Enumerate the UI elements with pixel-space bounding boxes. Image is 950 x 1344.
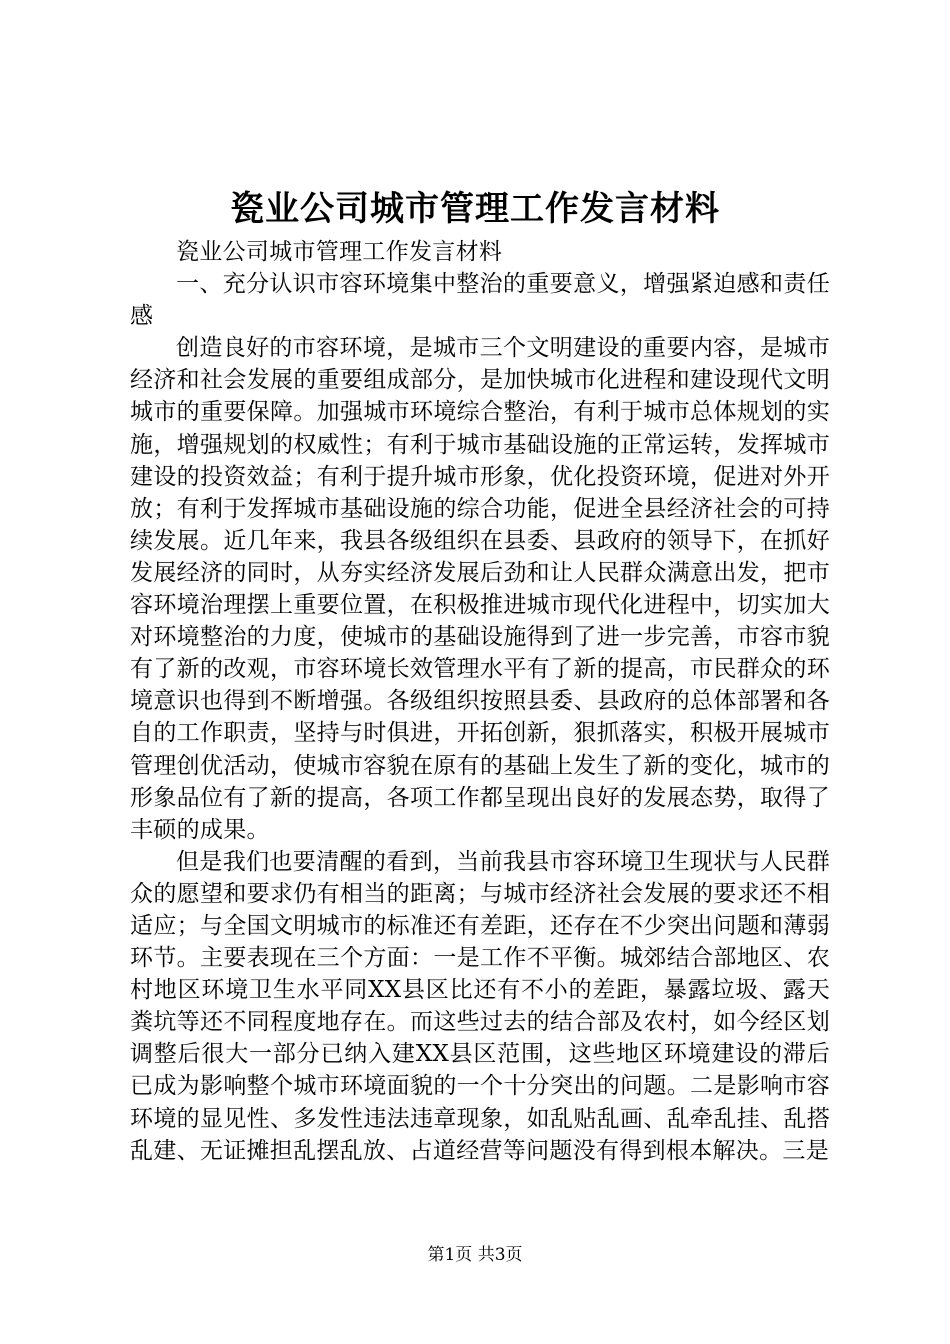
paragraph-section-one-title: 一、充分认识市容环境集中整治的重要意义，增强紧迫感和责任感 <box>130 271 830 330</box>
paragraph-importance: 创造良好的市容环境，是城市三个文明建设的重要内容，是城市经济和社会发展的重要组成部分，是加快城市化进程和建设现代文明城市的重要保障。加强城市环境综合整治，有利于城市总体规划的实施，增强规划的权威性；有利于城市基础设施的正常运转，发挥城市建设的投资效益；有利于提升城市形象，优化投资环境，促进对外开放；有利于发挥城市基础设施的综合功能，促进全县经济社会的可持续发展。近几年来，我县各级组织在县委、县政府的领导下，在抓好发展经济的同时，从夯实经济发展后劲和让人民群众满意出发，把市容环境治理摆上重要位置，在积极推进城市现代化进程中，切实加大对环境整治的力度，使城市的基础设施得到了进一步完善，市容市貌有了新的改观，市容环境长效管理水平有了新的提高，市民群众的环境意识也得到不断增强。各级组织按照县委、县政府的总体部署和各自的工作职责，坚持与时俱进，开拓创新，狠抓落实，积极开展城市管理创优活动，使城市容貌在原有的基础上发生了新的变化，城市的形象品位有了新的提高，各项工作都呈现出良好的发展态势，取得了丰硕的成果。 <box>130 335 830 843</box>
paragraph-heading-repeat: 瓷业公司城市管理工作发言材料 <box>176 239 503 265</box>
document-body <box>130 236 830 1167</box>
page-footer: 第1页 共3页 <box>427 1245 523 1265</box>
document-title: 瓷业公司城市管理工作发言材料 <box>230 189 720 229</box>
paragraph-problems: 但是我们也要清醒的看到，当前我县市容环境卫生现状与人民群众的愿望和要求仍有相当的距离；与城市经济社会发展的要求还不相适应；与全国文明城市的标准还有差距，还存在不少突出问题和薄弱环节。主要表现在三个方面：一是工作不平衡。城郊结合部地区、农村地区环境卫生水平同XX县区比还有不小的差距，暴露垃圾、露天粪坑等还不同程度地存在。而这些过去的结合部及农村，如今经区划调整后很大一部分已纳入建XX县区范围，这些地区环境建设的滞后已成为影响整个城市环境面貌的一个十分突出的问题。二是影响市容环境的显见性、多发性违法违章现象，如乱贴乱画、乱牵乱挂、乱搭乱建、无证摊担乱摆乱放、占道经营等问题没有得到根本解决。三是 <box>130 848 830 1164</box>
